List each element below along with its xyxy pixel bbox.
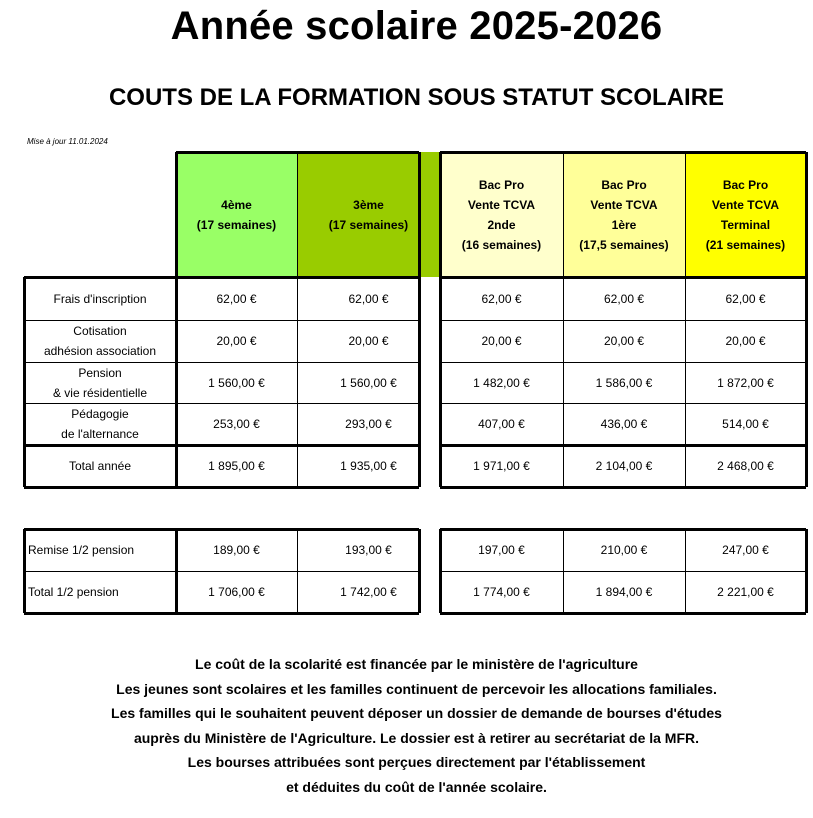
text-line: 2nde <box>487 217 516 232</box>
value-cell: 62,00 € <box>216 291 257 306</box>
rule-horizontal <box>440 362 806 363</box>
value-cell: 1 560,00 € <box>340 375 397 390</box>
note-line: et déduites du coût de l'année scolaire. <box>286 778 547 795</box>
value-cell: 210,00 € <box>600 543 648 557</box>
text-line: Bac Pro <box>722 177 769 192</box>
rule-horizontal <box>24 612 419 615</box>
rule-horizontal <box>440 444 806 447</box>
rule-vertical <box>805 152 808 277</box>
value-cell: 20,00 € <box>603 334 645 348</box>
value-cell: 1 872,00 € <box>717 375 774 390</box>
note-line: auprès du Ministère de l'Agriculture. Le dossier est à retirer au secrétariat de la MFR. <box>133 729 700 746</box>
notes-block <box>0 652 813 800</box>
note-line: Les bourses attribuées sont perçues directement par l'établissement <box>187 754 646 771</box>
update-note: Mise à jour 11.01.2024 <box>27 137 108 146</box>
text-line: Pension <box>78 365 122 380</box>
rule-vertical <box>297 152 298 277</box>
text-line: Terminal <box>720 217 771 232</box>
text-line: Vente TCVA <box>467 197 536 212</box>
text-line: Remise 1/2 pension <box>28 543 135 557</box>
column-header <box>440 152 563 277</box>
rule-horizontal <box>24 571 419 572</box>
value-cell: 62,00 € <box>603 291 645 306</box>
rule-vertical <box>805 277 808 487</box>
column-header <box>176 152 297 277</box>
text-line: Pédagogie <box>71 407 129 421</box>
rule-vertical <box>297 277 298 487</box>
row-label <box>24 362 176 403</box>
text-line: 3ème <box>353 197 384 212</box>
rule-vertical <box>418 529 421 613</box>
page-subtitle: COUTS DE LA FORMATION SOUS STATUT SCOLAIRE <box>108 84 725 111</box>
value-cell: 1 706,00 € <box>208 585 265 599</box>
rule-vertical <box>23 277 26 487</box>
value-cell: 197,00 € <box>478 543 525 557</box>
text-line: adhésion association <box>43 344 157 358</box>
row-label <box>24 571 176 613</box>
row-label <box>24 529 176 571</box>
value-cell: 2 468,00 € <box>717 459 774 473</box>
text-line: (17 semaines) <box>328 217 409 232</box>
text-line: (16 semaines) <box>461 237 542 252</box>
value-cell: 1 894,00 € <box>595 585 653 599</box>
value-cell: 407,00 € <box>478 417 525 431</box>
note-line: Les familles qui le souhaitent peuvent déposer un dossier de demande de bourses d'études <box>111 705 722 722</box>
rule-horizontal <box>440 571 806 572</box>
text-line: (17 semaines) <box>196 217 277 232</box>
value-cell: 2 221,00 € <box>717 585 774 599</box>
rule-vertical <box>685 152 686 277</box>
value-cell: 20,00 € <box>481 334 522 348</box>
page-title: Année scolaire 2025-2026 <box>170 4 663 48</box>
rule-vertical <box>439 529 442 613</box>
text-line: 4ème <box>221 197 252 212</box>
rule-vertical <box>563 152 564 277</box>
rule-vertical <box>23 529 26 613</box>
rule-vertical <box>418 152 421 277</box>
text-line: Total 1/2 pension <box>28 585 119 599</box>
rule-vertical <box>805 529 808 613</box>
rule-horizontal <box>24 403 419 404</box>
value-cell: 514,00 € <box>722 417 769 431</box>
text-line: Cotisation <box>73 324 127 338</box>
rule-horizontal <box>440 403 806 404</box>
rule-vertical <box>439 152 442 277</box>
column-header <box>685 152 806 277</box>
row-label <box>24 403 176 445</box>
value-cell: 436,00 € <box>600 417 648 431</box>
value-cell: 20,00 € <box>348 334 389 348</box>
text-line: Bac Pro <box>601 177 647 192</box>
value-cell: 20,00 € <box>216 334 257 348</box>
rule-vertical <box>418 277 421 487</box>
row-label <box>24 445 176 487</box>
rule-horizontal <box>440 528 806 531</box>
rule-horizontal <box>440 612 806 615</box>
text-line: & vie résidentielle <box>52 385 148 400</box>
rule-horizontal <box>24 276 419 279</box>
rule-vertical <box>297 529 298 613</box>
value-cell: 253,00 € <box>213 417 260 431</box>
text-line: Bac Pro <box>478 177 525 192</box>
rule-vertical <box>563 529 564 613</box>
value-cell: 20,00 € <box>725 334 766 348</box>
value-cell: 189,00 € <box>213 543 260 557</box>
rule-horizontal <box>440 276 806 279</box>
rule-horizontal <box>24 362 419 363</box>
value-cell: 62,00 € <box>348 291 389 306</box>
rule-vertical <box>685 277 686 487</box>
text-line: Total année <box>68 459 132 473</box>
rule-horizontal <box>24 528 419 531</box>
rule-horizontal <box>24 320 419 321</box>
text-line: Vente TCVA <box>711 197 780 212</box>
value-cell: 1 742,00 € <box>340 585 397 599</box>
rule-vertical <box>175 277 178 487</box>
value-cell: 1 482,00 € <box>473 375 530 390</box>
value-cell: 1 935,00 € <box>340 459 397 473</box>
value-cell: 62,00 € <box>481 291 522 306</box>
value-cell: 247,00 € <box>722 543 769 557</box>
text-line: (17,5 semaines) <box>579 237 669 252</box>
value-cell: 193,00 € <box>345 543 392 557</box>
rule-horizontal <box>24 444 419 447</box>
rule-vertical <box>175 529 178 613</box>
row-label <box>24 320 176 362</box>
value-cell: 2 104,00 € <box>595 459 653 473</box>
rule-vertical <box>175 152 178 277</box>
value-cell: 1 774,00 € <box>473 585 530 599</box>
text-line: Frais d'inscription <box>53 291 147 306</box>
note-line: Le coût de la scolarité est financée par le ministère de l'agriculture <box>195 656 638 672</box>
column-header <box>563 152 685 277</box>
rule-vertical <box>685 529 686 613</box>
rule-horizontal <box>440 151 806 154</box>
text-line: (21 semaines) <box>705 237 786 252</box>
note-line: Les jeunes sont scolaires et les familles continuent de percevoir les allocations familiales. <box>116 680 717 697</box>
value-cell: 1 895,00 € <box>208 459 265 473</box>
value-cell: 1 586,00 € <box>595 375 653 390</box>
text-line: Vente TCVA <box>590 197 658 212</box>
rule-vertical <box>439 277 442 487</box>
value-cell: 62,00 € <box>725 291 766 306</box>
row-label <box>24 277 176 320</box>
rule-horizontal <box>24 486 419 489</box>
text-line: 1ère <box>611 217 637 232</box>
text-line: de l'alternance <box>61 427 139 441</box>
value-cell: 1 971,00 € <box>473 459 530 473</box>
rule-horizontal <box>440 320 806 321</box>
value-cell: 293,00 € <box>345 417 392 431</box>
rule-vertical <box>563 277 564 487</box>
rule-horizontal <box>440 486 806 489</box>
value-cell: 1 560,00 € <box>208 375 265 390</box>
